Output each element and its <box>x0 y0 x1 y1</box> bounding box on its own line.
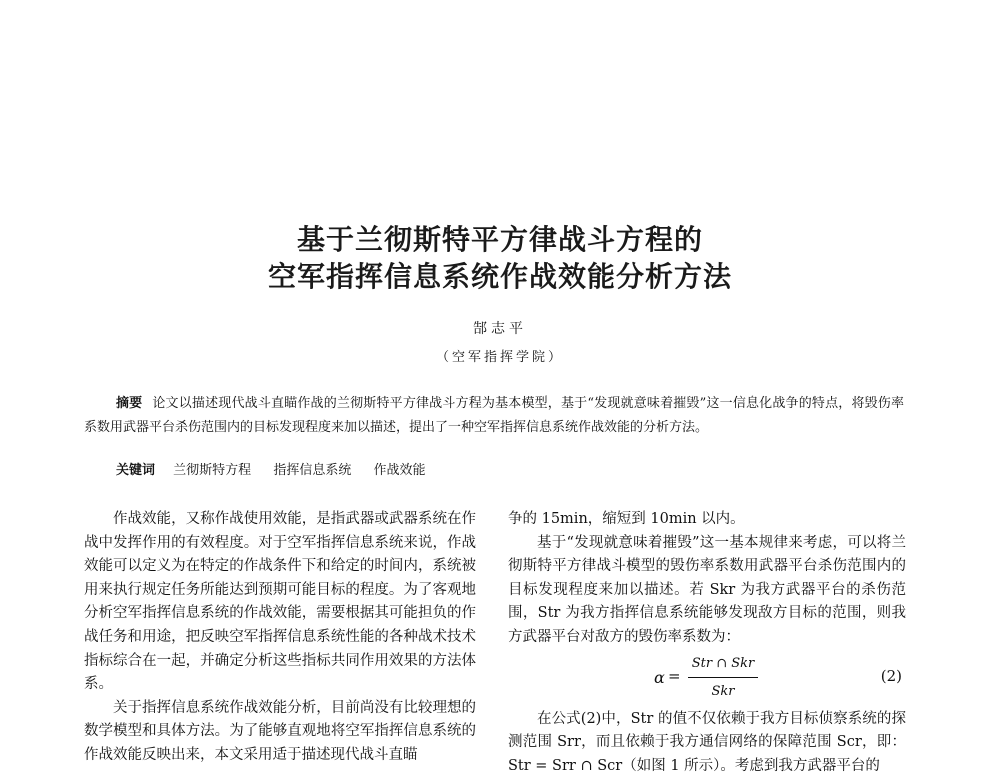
formula-lhs: α <box>654 667 665 687</box>
right-column <box>508 508 906 778</box>
paper-title-line-1: 基于兰彻斯特平方律战斗方程的 <box>296 223 703 256</box>
left-paragraph-1: 作战效能，又称作战使用效能，是指武器或武器系统在作战中发挥作用的有效程度。对于空军指挥信息系统来说，作战效能可以定义为在特定的作战条件下和给定的时间内，系统被用来执行规定任务所能达到预期可能目标的程度。为了客观地分析空军指挥信息系统的作战效能，需要根据其可能担负的作战任务和用途，把反映空军指挥信息系统性能的各种战术技术指标综合在一起，并确定分析这些指标共同作用效果的方法体系。 <box>84 511 476 693</box>
right-paragraph-1: 基于“发现就意味着摧毁”这一基本规律来考虑，可以将兰彻斯特平方律战斗模型的毁伤率系数用武器平台杀伤范围内的目标发现程度来加以描述。若 Skr 为我方武器平台的杀伤范围，Str 为我方指挥信息系统能够发现敌方目标的范围，则我方武器平台对敌方的毁伤率系数为： <box>508 534 906 645</box>
abstract-label: 摘要 <box>116 396 143 411</box>
right-paragraph-0: 争的 15min，缩短到 10min 以内。 <box>508 511 745 527</box>
abstract <box>84 392 904 440</box>
left-paragraph-2: 关于指挥信息系统作战效能分析，目前尚没有比较理想的数学模型和具体方法。为了能够直观地将空军指挥信息系统的作战效能反映出来，本文采用适于描述现代战斗直瞄 <box>84 699 476 763</box>
formula-number: (2) <box>880 666 902 685</box>
keyword-1: 兰彻斯特方程 <box>173 463 252 478</box>
author-name: 郜志平 <box>473 321 527 337</box>
formula-denominator: Skr <box>711 684 735 700</box>
author-affiliation: （空军指挥学院） <box>435 350 564 365</box>
formula-fraction <box>688 652 758 704</box>
formula-2 <box>508 652 906 704</box>
keywords-label: 关键词 <box>116 463 156 478</box>
keyword-2: 指挥信息系统 <box>273 463 352 478</box>
keywords <box>116 461 896 481</box>
formula-numerator: Str ∩ Skr <box>688 652 758 679</box>
abstract-text: 论文以描述现代战斗直瞄作战的兰彻斯特平方律战斗方程为基本模型，基于“发现就意味着摧毁”这一信息化战争的特点，将毁伤率系数用武器平台杀伤范围内的目标发现程度来加以描述，提出了一种空军指挥信息系统作战效能的分析方法。 <box>84 396 904 435</box>
keyword-3: 作战效能 <box>373 463 426 478</box>
left-column <box>84 508 476 768</box>
formula-equals: = <box>668 666 681 685</box>
paper-title-line-2: 空军指挥信息系统作战效能分析方法 <box>267 260 732 293</box>
right-paragraph-2: 在公式(2)中，Str 的值不仅依赖于我方目标侦察系统的探测范围 Srr，而且依赖于我方通信网络的保障范围 Scr，即：Str = Srr ∩ Scr（如图 1 所示）。考虑到我方武器平台的 <box>508 710 906 774</box>
